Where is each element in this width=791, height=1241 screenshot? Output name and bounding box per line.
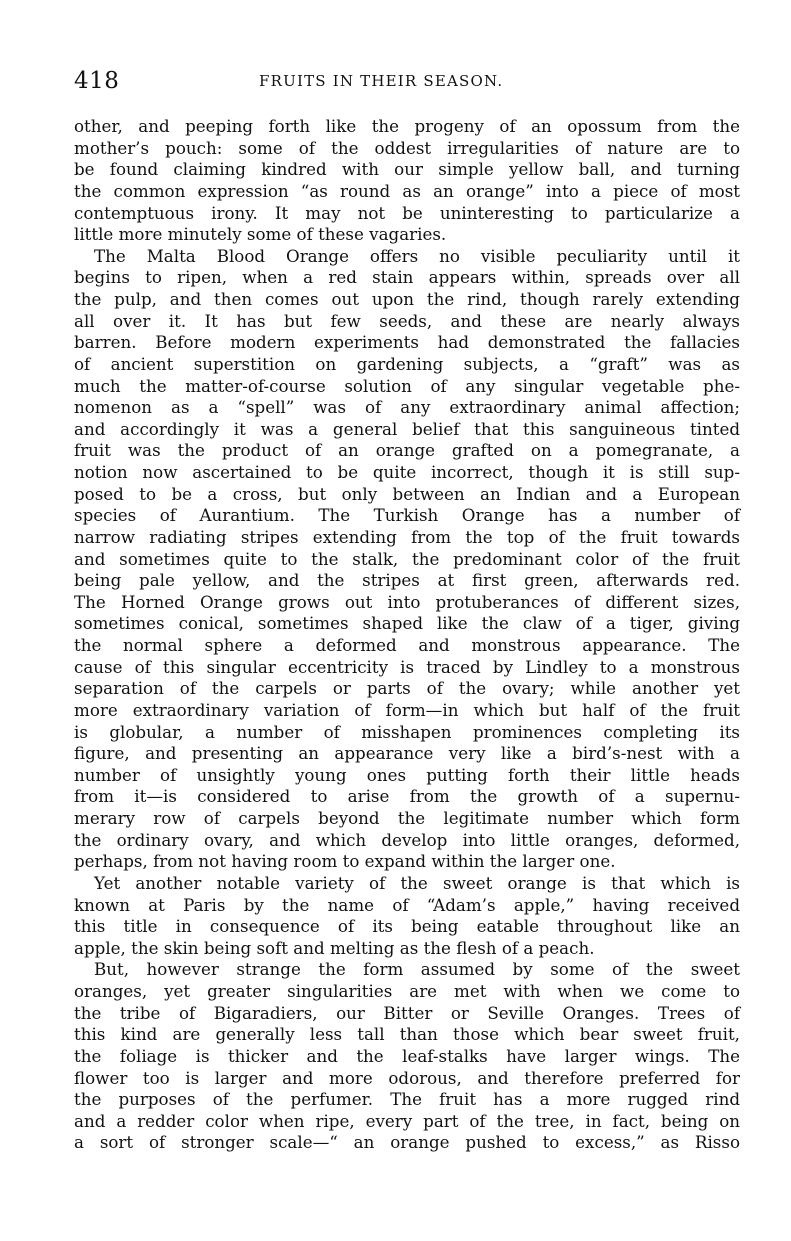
text-line: of ancient superstition on gardening subjects, a “graft” was as	[74, 353, 740, 374]
text-line: fruit was the product of an orange grafted on a pomegranate, a	[74, 440, 740, 461]
text-line: the common expression “as round as an orange” into a piece of most	[74, 180, 740, 201]
text-line: and a redder color when ripe, every part of the tree, in fact, being on	[74, 1110, 740, 1131]
text-line: this title in consequence of its being eatable throughout like an	[74, 916, 740, 937]
text-line: this kind are generally less tall than those which bear sweet fruit,	[74, 1024, 740, 1045]
page-number: 418	[74, 68, 120, 94]
text-line: oranges, yet greater singularities are met with when we come to	[74, 981, 740, 1001]
text-line: the normal sphere a deformed and monstrous appearance. The	[74, 635, 740, 655]
text-line: the purposes of the perfumer. The fruit has a more rugged rind	[74, 1089, 740, 1110]
text-line: the foliage is thicker and the leaf-stalks have larger wings. The	[74, 1045, 740, 1066]
text-line: known at Paris by the name of “Adam’s apple,” having received	[74, 894, 740, 915]
text-line: nomenon as a “spell” was of any extraordinary animal affection;	[74, 397, 740, 418]
text-line: narrow radiating stripes extending from the top of the fruit towards	[74, 526, 740, 547]
text-line: the pulp, and then comes out upon the rind, though rarely extending	[74, 289, 740, 309]
text-line: the tribe of Bigaradiers, our Bitter or Seville Oranges. Trees of	[74, 1002, 740, 1023]
text-line: being pale yellow, and the stripes at first green, afterwards red.	[74, 570, 740, 591]
text-line: apple, the skin being soft and melting as the flesh of a peach.	[74, 937, 595, 958]
text-line: be found claiming kindred with our simple yellow ball, and turning	[74, 159, 740, 180]
text-line: posed to be a cross, but only between an Indian and a European	[74, 483, 740, 504]
text-line: barren. Before modern experiments had demonstrated the fallacies	[74, 332, 740, 353]
text-line: the ordinary ovary, and which develop into little oranges, deformed,	[74, 829, 740, 850]
body-text	[74, 116, 740, 1154]
text-line: and accordingly it was a general belief that this sanguineous tinted	[74, 418, 740, 439]
text-line: sometimes conical, sometimes shaped like the claw of a tiger, giving	[74, 613, 740, 634]
text-line: perhaps, from not having room to expand within the larger one.	[74, 851, 616, 872]
text-line: mother’s pouch: some of the oddest irregularities of nature are to	[74, 137, 740, 158]
text-line: other, and peeping forth like the progeny of an opossum from the	[74, 116, 740, 136]
text-line: cause of this singular eccentricity is traced by Lindley to a monstrous	[74, 656, 740, 677]
running-title: FRUITS IN THEIR SEASON.	[259, 72, 504, 90]
text-line: The Horned Orange grows out into protuberances of different sizes,	[74, 591, 740, 612]
page-header	[74, 66, 740, 96]
text-line: contemptuous irony. It may not be uninteresting to particularize a	[74, 202, 740, 223]
text-line: a sort of stronger scale—“ an orange pushed to excess,” as Risso	[74, 1132, 740, 1153]
text-line: much the matter-of-course solution of any singular vegetable phe-	[74, 375, 740, 396]
text-line: number of unsightly young ones putting forth their little heads	[74, 764, 740, 785]
text-line: is globular, a number of misshapen prominences completing its	[74, 721, 740, 742]
text-line: and sometimes quite to the stalk, the predominant color of the fruit	[74, 548, 740, 569]
text-line: from it—is considered to arise from the growth of a supernu-	[74, 786, 740, 807]
text-line: The Malta Blood Orange offers no visible peculiarity until it	[94, 245, 740, 266]
text-line: species of Aurantium. The Turkish Orange has a number of	[74, 505, 740, 526]
text-line: notion now ascertained to be quite incorrect, though it is still sup-	[74, 462, 740, 482]
text-line: merary row of carpels beyond the legitimate number which form	[74, 808, 740, 828]
text-line: little more minutely some of these vagaries.	[74, 224, 447, 245]
text-line: begins to ripen, when a red stain appears within, spreads over all	[74, 267, 740, 288]
text-line: Yet another notable variety of the sweet orange is that which is	[94, 872, 740, 893]
text-line: flower too is larger and more odorous, and therefore preferred for	[74, 1067, 740, 1088]
text-line: separation of the carpels or parts of the ovary; while another yet	[74, 678, 740, 699]
text-line: all over it. It has but few seeds, and these are nearly always	[74, 310, 740, 331]
text-line: more extraordinary variation of form—in which but half of the fruit	[74, 699, 740, 720]
text-line: figure, and presenting an appearance very like a bird’s-nest with a	[74, 743, 740, 764]
text-line: But, however strange the form assumed by some of the sweet	[94, 959, 740, 980]
